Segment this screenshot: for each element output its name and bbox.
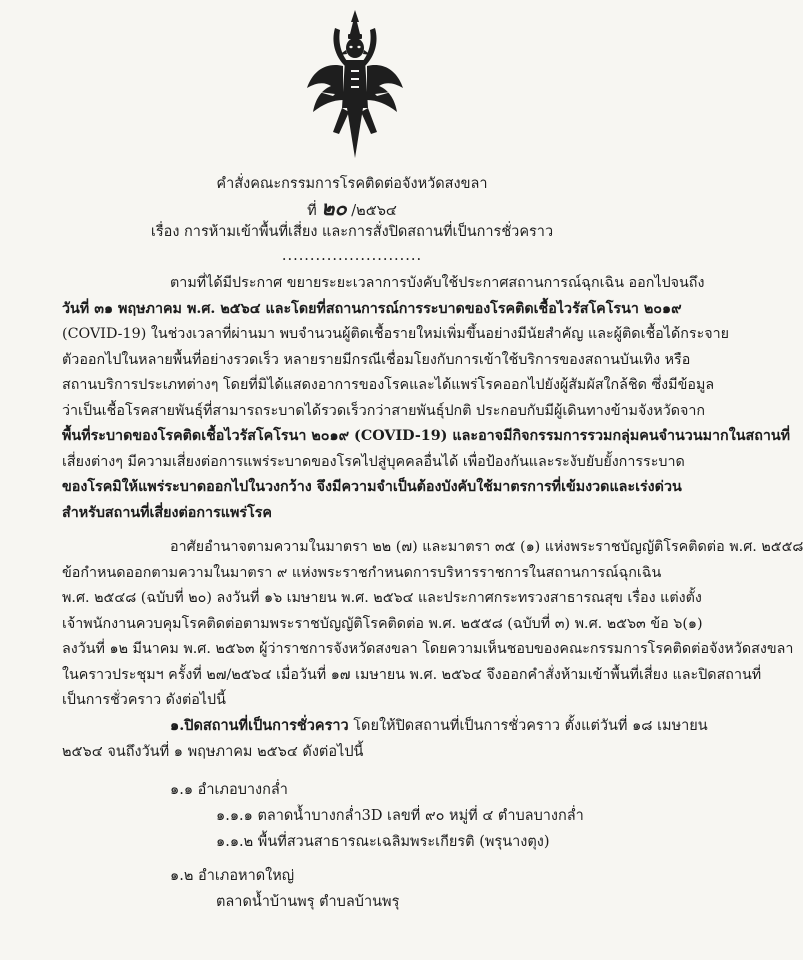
order-number [0,198,704,221]
paragraph-line: เจ้าพนักงานควบคุมโรคติดต่อตามพระราชบัญญัติโรคติดต่อ พ.ศ. ๒๕๕๘ (ฉบับที่ ๓) พ.ศ. ๒๕๖๓ ข้อ ๖(๑) [62,615,703,632]
paragraph-line: พื้นที่ระบาดของโรคติดเชื้อไวรัสโคโรนา ๒๐๑๙ (COVID-19) และอาจมีกิจกรรมการรวมกลุ่มคนจำนวนมากในสถานที่ [62,428,791,444]
clause-1-heading: ๑.ปิดสถานที่เป็นการชั่วคราว [170,717,349,734]
district-item: ๑.๒ อำเภอหาดใหญ่ [170,868,295,884]
paragraph-line: เป็นการชั่วคราว ดังต่อไปนี้ [62,692,226,708]
order-number-prefix: ที่ [307,203,317,219]
place-item: ตลาดน้ำบ้านพรุ ตำบลบ้านพรุ [216,894,400,910]
handwritten-order-number: ๒๐ [321,196,347,220]
paragraph-line: พ.ศ. ๒๕๔๘ (ฉบับที่ ๒๐) ลงวันที่ ๑๖ เมษายน พ.ศ. ๒๕๖๔ และประกาศกระทรวงสาธารณสุข เรื่อง แต่งตั้ง [62,590,702,606]
order-title: คำสั่งคณะกรรมการโรคติดต่อจังหวัดสงขลา [216,176,488,192]
garuda-emblem-icon [305,8,405,163]
order-number-year: /๒๕๖๔ [351,203,397,219]
order-subject: เรื่อง การห้ามเข้าพื้นที่เสี่ยง และการสั่งปิดสถานที่เป็นการชั่วคราว [150,224,554,240]
paragraph-line: ลงวันที่ ๑๒ มีนาคม พ.ศ. ๒๕๖๓ ผู้ว่าราชการจังหวัดสงขลา โดยความเห็นชอบของคณะกรรมการโรคติดต่อจังหวัดสงขลา [62,641,794,657]
place-item: ๑.๑.๑ ตลาดน้ำบางกล่ำ3D เลขที่ ๙๐ หมู่ที่ ๔ ตำบลบางกล่ำ [216,808,584,824]
paragraph-preamble [62,271,791,526]
clause-1-line-2: ๒๕๖๔ จนถึงวันที่ ๑ พฤษภาคม ๒๕๖๔ ดังต่อไปนี้ [62,744,364,760]
paragraph-line: ตัวออกไปในหลายพื้นที่อย่างรวดเร็ว หลายรายมีกรณีเชื่อมโยงกับการเข้าใช้บริการของสถานบันเทิง หรือ [62,351,691,368]
separator-dots: ......................... [281,248,423,264]
paragraph-line: ในคราวประชุมฯ ครั้งที่ ๒๗/๒๕๖๔ เมื่อวันที่ ๑๗ เมษายน พ.ศ. ๒๕๖๔ จึงออกคำสั่งห้ามเข้าพื้นที่เสี่ยง และปิดสถานที่ [62,666,762,683]
clause-1 [170,716,708,736]
paragraph-line: ข้อกำหนดออกตามความในมาตรา ๙ แห่งพระราชกำหนดการบริหารราชการในสถานการณ์ฉุกเฉิน [62,564,662,581]
paragraph-line: ของโรคมิให้แพร่ระบาดออกไปในวงกว้าง จึงมีความจำเป็นต้องบังคับใช้มาตรการที่เข้มงวดและเร่งด่วน [62,479,682,495]
district-item: ๑.๑ อำเภอบางกล่ำ [170,782,288,798]
paragraph-line: ตามที่ได้มีประกาศ ขยายระยะเวลาการบังคับใช้ประกาศสถานการณ์ฉุกเฉิน ออกไปจนถึง [170,275,705,291]
paragraph-line: เสี่ยงต่างๆ มีความเสี่ยงต่อการแพร่ระบาดของโรคไปสู่บุคคลอื่นได้ เพื่อป้องกันและระงับยับยั้งการระบาด [62,453,685,470]
paragraph-line: ว่าเป็นเชื้อโรคสายพันธุ์ที่สามารถระบาดได้รวดเร็วกว่าสายพันธุ์ปกติ ประกอบกับมีผู้เดินทางข้ามจังหวัดจาก [62,402,706,419]
paragraph-line: วันที่ ๓๑ พฤษภาคม พ.ศ. ๒๕๖๔ และโดยที่สถานการณ์การระบาดของโรคติดเชื้อไวรัสโคโรนา ๒๐๑๙ [62,300,682,317]
place-item: ๑.๑.๒ พื้นที่สวนสาธารณะเฉลิมพระเกียรติ (พรุนางตุง) [216,834,550,850]
clause-1-text: โดยให้ปิดสถานที่เป็นการชั่วคราว ตั้งแต่วันที่ ๑๘ เมษายน [348,718,708,734]
paragraph-line: อาศัยอำนาจตามความในมาตรา ๒๒ (๗) และมาตรา ๓๕ (๑) แห่งพระราชบัญญัติโรคติดต่อ พ.ศ. ๒๕๕๘ [170,539,803,555]
paragraph-line: สถานบริการประเภทต่างๆ โดยที่มิได้แสดงอาการของโรคและได้แพร่โรคออกไปยังผู้สัมผัสใกล้ชิด ซึ่งมีข้อมูล [62,377,715,393]
paragraph-line: (COVID-19) ในช่วงเวลาที่ผ่านมา พบจำนวนผู้ติดเชื้อรายใหม่เพิ่มขึ้นอย่างมีนัยสำคัญ และผู้ติดเชื้อได้กระจาย [62,326,730,342]
paragraph-authority [62,535,803,714]
paragraph-line: สำหรับสถานที่เสี่ยงต่อการแพร่โรค [62,504,272,521]
